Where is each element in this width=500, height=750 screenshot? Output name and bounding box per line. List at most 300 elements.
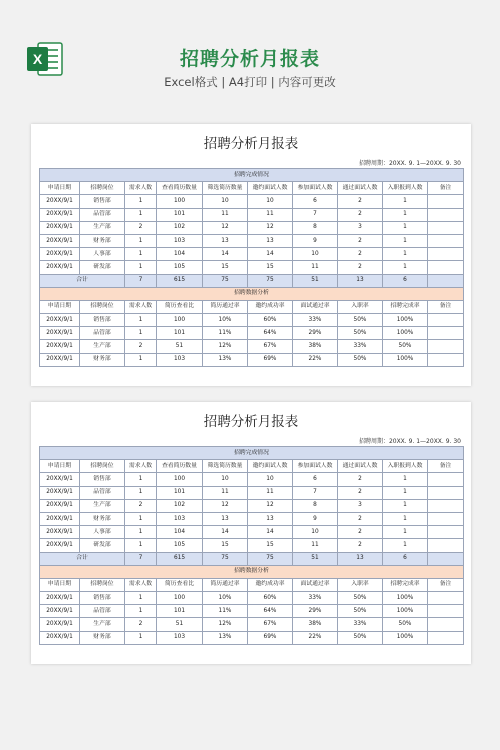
column-header: 备注 bbox=[428, 460, 464, 473]
table-cell: 生产部 bbox=[80, 221, 125, 234]
table-cell: 品管部 bbox=[80, 486, 125, 499]
column-header: 申请日期 bbox=[40, 300, 80, 313]
column-header: 邀约成功率 bbox=[248, 300, 293, 313]
total-cell: 51 bbox=[293, 552, 338, 565]
column-header: 招聘岗位 bbox=[80, 460, 125, 473]
table-cell: 20XX/9/1 bbox=[40, 221, 80, 234]
column-header: 招聘完成率 bbox=[383, 300, 428, 313]
table-cell: 12 bbox=[248, 499, 293, 512]
table-cell: 105 bbox=[157, 261, 203, 274]
table-cell: 33% bbox=[293, 314, 338, 327]
column-header: 需求人数 bbox=[125, 460, 157, 473]
table-cell bbox=[428, 234, 464, 247]
table-cell: 29% bbox=[293, 605, 338, 618]
table-cell: 1 bbox=[125, 208, 157, 221]
table-cell: 69% bbox=[248, 631, 293, 644]
column-header: 申请日期 bbox=[40, 578, 80, 591]
section-header-completion bbox=[40, 447, 464, 460]
table-cell: 13% bbox=[203, 631, 248, 644]
table-cell: 13% bbox=[203, 353, 248, 366]
table-cell: 64% bbox=[248, 605, 293, 618]
column-header: 备注 bbox=[428, 300, 464, 313]
table-cell bbox=[428, 605, 464, 618]
total-cell: 6 bbox=[383, 274, 428, 287]
table-cell bbox=[428, 486, 464, 499]
table-cell: 10 bbox=[293, 526, 338, 539]
column-header: 招聘岗位 bbox=[80, 300, 125, 313]
excel-icon-letter: X bbox=[32, 51, 43, 67]
table-cell: 100 bbox=[157, 195, 203, 208]
table-cell: 20XX/9/1 bbox=[40, 208, 80, 221]
table-cell: 10 bbox=[203, 195, 248, 208]
table-cell bbox=[428, 353, 464, 366]
table-cell: 2 bbox=[338, 234, 383, 247]
table-cell: 1 bbox=[383, 526, 428, 539]
table-cell: 20XX/9/1 bbox=[40, 631, 80, 644]
table-cell: 10% bbox=[203, 314, 248, 327]
column-header: 简历通过率 bbox=[203, 578, 248, 591]
column-header: 申请日期 bbox=[40, 460, 80, 473]
table-cell: 104 bbox=[157, 248, 203, 261]
table-cell: 1 bbox=[383, 539, 428, 552]
column-header: 申请日期 bbox=[40, 182, 80, 195]
sheet-title: 招聘分析月报表 bbox=[203, 136, 299, 152]
table-cell: 102 bbox=[157, 499, 203, 512]
column-header: 招聘完成率 bbox=[383, 578, 428, 591]
column-header: 简历查看比 bbox=[157, 578, 203, 591]
table-cell bbox=[428, 631, 464, 644]
table-cell: 20XX/9/1 bbox=[40, 526, 80, 539]
total-cell: 7 bbox=[125, 552, 157, 565]
table-cell: 15 bbox=[248, 539, 293, 552]
section-header-analysis bbox=[40, 565, 464, 578]
table-cell: 研发部 bbox=[80, 261, 125, 274]
total-cell: 13 bbox=[338, 274, 383, 287]
table-row bbox=[40, 221, 464, 234]
table-cell: 20XX/9/1 bbox=[40, 340, 80, 353]
table-cell: 2 bbox=[125, 499, 157, 512]
table-cell: 研发部 bbox=[80, 539, 125, 552]
column-header: 邀约成功率 bbox=[248, 578, 293, 591]
table-cell: 50% bbox=[338, 605, 383, 618]
table-cell: 33% bbox=[293, 592, 338, 605]
table-cell: 1 bbox=[383, 248, 428, 261]
table-cell: 33% bbox=[338, 340, 383, 353]
table-cell: 103 bbox=[157, 353, 203, 366]
table-cell: 103 bbox=[157, 234, 203, 247]
table-cell: 67% bbox=[248, 340, 293, 353]
total-cell: 75 bbox=[248, 552, 293, 565]
table-cell bbox=[428, 592, 464, 605]
table-cell: 69% bbox=[248, 353, 293, 366]
column-header: 通过面试人数 bbox=[338, 460, 383, 473]
table-header-row bbox=[40, 182, 464, 195]
table-cell: 1 bbox=[125, 631, 157, 644]
column-header: 邀约面试人数 bbox=[248, 182, 293, 195]
column-header: 备注 bbox=[428, 578, 464, 591]
table-row bbox=[40, 631, 464, 644]
table-cell: 1 bbox=[125, 526, 157, 539]
section-title: 招聘完成情况 bbox=[40, 447, 464, 460]
table-cell bbox=[428, 314, 464, 327]
table-row bbox=[40, 486, 464, 499]
table-cell: 销售部 bbox=[80, 195, 125, 208]
column-header: 入职率 bbox=[338, 300, 383, 313]
table-cell: 3 bbox=[338, 221, 383, 234]
report-sheet bbox=[31, 402, 471, 664]
table-cell: 13 bbox=[203, 234, 248, 247]
table-cell: 1 bbox=[125, 353, 157, 366]
total-row bbox=[40, 552, 464, 565]
table-cell: 20XX/9/1 bbox=[40, 248, 80, 261]
page-title: 招聘分析月报表 bbox=[179, 48, 320, 70]
table-cell: 1 bbox=[383, 208, 428, 221]
table-cell bbox=[428, 618, 464, 631]
total-cell: 51 bbox=[293, 274, 338, 287]
table-cell: 10 bbox=[248, 195, 293, 208]
column-header: 入职率 bbox=[338, 578, 383, 591]
table-cell: 1 bbox=[383, 512, 428, 525]
table-cell bbox=[428, 499, 464, 512]
table-cell: 64% bbox=[248, 327, 293, 340]
table-cell bbox=[428, 327, 464, 340]
table-cell: 103 bbox=[157, 631, 203, 644]
table-cell: 3 bbox=[338, 499, 383, 512]
table-cell: 100 bbox=[157, 314, 203, 327]
table-cell: 2 bbox=[125, 221, 157, 234]
recruitment-period: 招聘周期：20XX. 9. 1—20XX. 9. 30 bbox=[358, 438, 461, 445]
column-header: 需求人数 bbox=[125, 300, 157, 313]
table-cell: 销售部 bbox=[80, 592, 125, 605]
table-cell: 1 bbox=[125, 512, 157, 525]
table-cell: 1 bbox=[383, 261, 428, 274]
table-cell: 2 bbox=[338, 526, 383, 539]
column-header: 招聘岗位 bbox=[80, 182, 125, 195]
table-row bbox=[40, 208, 464, 221]
table-cell: 20XX/9/1 bbox=[40, 618, 80, 631]
total-label: 合计 bbox=[40, 274, 125, 287]
table-cell: 财务部 bbox=[80, 234, 125, 247]
table-cell: 13 bbox=[248, 512, 293, 525]
column-header: 参加面试人数 bbox=[293, 460, 338, 473]
total-label: 合计 bbox=[40, 552, 125, 565]
table-cell: 38% bbox=[293, 340, 338, 353]
column-header: 招聘岗位 bbox=[80, 578, 125, 591]
total-cell: 6 bbox=[383, 552, 428, 565]
table-cell: 11% bbox=[203, 327, 248, 340]
table-cell: 11 bbox=[293, 261, 338, 274]
table-cell: 2 bbox=[338, 512, 383, 525]
column-header: 查看简历数量 bbox=[157, 460, 203, 473]
table-cell: 100% bbox=[383, 592, 428, 605]
table-cell: 101 bbox=[157, 486, 203, 499]
table-cell: 生产部 bbox=[80, 618, 125, 631]
column-header: 备注 bbox=[428, 182, 464, 195]
table-cell: 销售部 bbox=[80, 473, 125, 486]
table-cell: 2 bbox=[338, 539, 383, 552]
table-row bbox=[40, 234, 464, 247]
table-row bbox=[40, 512, 464, 525]
table-cell: 生产部 bbox=[80, 340, 125, 353]
table-cell: 1 bbox=[383, 499, 428, 512]
table-cell: 12 bbox=[203, 221, 248, 234]
column-header: 筛选简历数量 bbox=[203, 460, 248, 473]
table-cell: 20XX/9/1 bbox=[40, 353, 80, 366]
table-cell: 12 bbox=[203, 499, 248, 512]
table-cell: 品管部 bbox=[80, 208, 125, 221]
total-cell: 75 bbox=[203, 552, 248, 565]
recruitment-period: 招聘周期：20XX. 9. 1—20XX. 9. 30 bbox=[358, 160, 461, 167]
total-cell: 13 bbox=[338, 552, 383, 565]
table-cell: 11 bbox=[203, 208, 248, 221]
sheet-title: 招聘分析月报表 bbox=[203, 414, 299, 430]
table-cell: 10 bbox=[293, 248, 338, 261]
table-cell: 1 bbox=[125, 314, 157, 327]
table-row bbox=[40, 592, 464, 605]
table-cell: 1 bbox=[125, 539, 157, 552]
table-cell: 11 bbox=[293, 539, 338, 552]
table-cell bbox=[428, 526, 464, 539]
table-cell: 50% bbox=[338, 353, 383, 366]
table-cell: 29% bbox=[293, 327, 338, 340]
table-cell: 51 bbox=[157, 340, 203, 353]
table-cell: 1 bbox=[125, 605, 157, 618]
table-cell: 14 bbox=[203, 526, 248, 539]
section-title: 招聘数据分析 bbox=[40, 287, 464, 300]
table-cell: 财务部 bbox=[80, 631, 125, 644]
table-cell: 100 bbox=[157, 592, 203, 605]
total-cell: 75 bbox=[248, 274, 293, 287]
table-cell: 1 bbox=[383, 234, 428, 247]
table-cell: 13 bbox=[248, 234, 293, 247]
table-header-row bbox=[40, 578, 464, 591]
table-cell: 104 bbox=[157, 526, 203, 539]
table-cell: 15 bbox=[248, 261, 293, 274]
table-header-row bbox=[40, 300, 464, 313]
table-row bbox=[40, 340, 464, 353]
table-cell: 1 bbox=[125, 486, 157, 499]
table-cell: 1 bbox=[383, 221, 428, 234]
section-header-completion bbox=[40, 169, 464, 182]
table-cell: 2 bbox=[338, 486, 383, 499]
table-cell: 人事部 bbox=[80, 248, 125, 261]
report-sheet bbox=[31, 124, 471, 386]
total-cell: 7 bbox=[125, 274, 157, 287]
table-cell: 14 bbox=[248, 248, 293, 261]
column-header: 参加面试人数 bbox=[293, 182, 338, 195]
table-cell: 15 bbox=[203, 539, 248, 552]
table-cell: 2 bbox=[338, 208, 383, 221]
table-cell: 11% bbox=[203, 605, 248, 618]
table-cell: 105 bbox=[157, 539, 203, 552]
total-row bbox=[40, 274, 464, 287]
table-cell: 10 bbox=[203, 473, 248, 486]
column-header: 入职报到人数 bbox=[383, 460, 428, 473]
table-cell: 20XX/9/1 bbox=[40, 512, 80, 525]
table-cell bbox=[428, 340, 464, 353]
table-cell: 22% bbox=[293, 353, 338, 366]
table-cell: 1 bbox=[383, 486, 428, 499]
section-header-analysis bbox=[40, 287, 464, 300]
table-cell: 11 bbox=[203, 486, 248, 499]
table-cell bbox=[428, 261, 464, 274]
report-table bbox=[39, 446, 464, 645]
table-cell: 20XX/9/1 bbox=[40, 592, 80, 605]
column-header: 通过面试人数 bbox=[338, 182, 383, 195]
table-cell: 1 bbox=[383, 473, 428, 486]
table-cell: 20XX/9/1 bbox=[40, 499, 80, 512]
table-cell: 2 bbox=[338, 248, 383, 261]
table-cell: 1 bbox=[125, 234, 157, 247]
total-cell bbox=[428, 274, 464, 287]
table-cell: 15 bbox=[203, 261, 248, 274]
table-cell: 100% bbox=[383, 631, 428, 644]
table-cell: 销售部 bbox=[80, 314, 125, 327]
page-header bbox=[0, 0, 500, 112]
table-cell bbox=[428, 221, 464, 234]
column-header: 邀约面试人数 bbox=[248, 460, 293, 473]
table-row bbox=[40, 314, 464, 327]
table-cell: 11 bbox=[248, 208, 293, 221]
column-header: 入职报到人数 bbox=[383, 182, 428, 195]
table-cell: 1 bbox=[125, 248, 157, 261]
table-cell: 7 bbox=[293, 486, 338, 499]
table-cell: 20XX/9/1 bbox=[40, 314, 80, 327]
table-cell: 101 bbox=[157, 208, 203, 221]
table-cell: 103 bbox=[157, 512, 203, 525]
table-cell: 50% bbox=[338, 314, 383, 327]
table-cell: 100% bbox=[383, 327, 428, 340]
table-row bbox=[40, 499, 464, 512]
table-row bbox=[40, 526, 464, 539]
table-cell: 14 bbox=[248, 526, 293, 539]
table-cell: 20XX/9/1 bbox=[40, 195, 80, 208]
table-cell: 6 bbox=[293, 473, 338, 486]
column-header: 面试通过率 bbox=[293, 578, 338, 591]
table-row bbox=[40, 195, 464, 208]
table-cell: 20XX/9/1 bbox=[40, 234, 80, 247]
table-cell bbox=[428, 195, 464, 208]
table-cell: 100% bbox=[383, 353, 428, 366]
table-cell: 101 bbox=[157, 605, 203, 618]
table-cell: 20XX/9/1 bbox=[40, 261, 80, 274]
table-cell: 100% bbox=[383, 314, 428, 327]
table-cell bbox=[428, 512, 464, 525]
table-cell: 12% bbox=[203, 340, 248, 353]
table-cell: 9 bbox=[293, 234, 338, 247]
table-cell: 财务部 bbox=[80, 353, 125, 366]
table-row bbox=[40, 605, 464, 618]
table-cell: 品管部 bbox=[80, 605, 125, 618]
section-title: 招聘完成情况 bbox=[40, 169, 464, 182]
table-cell bbox=[428, 539, 464, 552]
table-cell: 10 bbox=[248, 473, 293, 486]
table-cell: 60% bbox=[248, 592, 293, 605]
table-header-row bbox=[40, 460, 464, 473]
table-cell: 6 bbox=[293, 195, 338, 208]
table-cell: 11 bbox=[248, 486, 293, 499]
table-cell: 1 bbox=[125, 261, 157, 274]
table-cell: 60% bbox=[248, 314, 293, 327]
table-cell: 1 bbox=[125, 592, 157, 605]
table-row bbox=[40, 353, 464, 366]
table-cell: 101 bbox=[157, 327, 203, 340]
table-row bbox=[40, 539, 464, 552]
table-cell: 2 bbox=[125, 340, 157, 353]
table-cell: 20XX/9/1 bbox=[40, 539, 80, 552]
table-cell: 1 bbox=[125, 327, 157, 340]
table-cell: 20XX/9/1 bbox=[40, 605, 80, 618]
table-cell: 2 bbox=[125, 618, 157, 631]
column-header: 简历查看比 bbox=[157, 300, 203, 313]
column-header: 需求人数 bbox=[125, 182, 157, 195]
table-row bbox=[40, 473, 464, 486]
table-cell: 13 bbox=[203, 512, 248, 525]
table-cell bbox=[428, 473, 464, 486]
table-cell: 20XX/9/1 bbox=[40, 327, 80, 340]
column-header: 需求人数 bbox=[125, 578, 157, 591]
total-cell bbox=[428, 552, 464, 565]
table-cell: 1 bbox=[125, 473, 157, 486]
table-row bbox=[40, 327, 464, 340]
table-row bbox=[40, 618, 464, 631]
table-cell: 2 bbox=[338, 195, 383, 208]
table-cell: 22% bbox=[293, 631, 338, 644]
table-cell: 50% bbox=[383, 340, 428, 353]
table-cell: 8 bbox=[293, 221, 338, 234]
section-title: 招聘数据分析 bbox=[40, 565, 464, 578]
table-cell: 20XX/9/1 bbox=[40, 486, 80, 499]
column-header: 面试通过率 bbox=[293, 300, 338, 313]
table-cell: 品管部 bbox=[80, 327, 125, 340]
table-cell: 100 bbox=[157, 473, 203, 486]
table-cell: 50% bbox=[338, 327, 383, 340]
table-cell: 14 bbox=[203, 248, 248, 261]
table-cell: 10% bbox=[203, 592, 248, 605]
table-cell: 2 bbox=[338, 261, 383, 274]
table-cell: 33% bbox=[338, 618, 383, 631]
total-cell: 615 bbox=[157, 274, 203, 287]
table-cell: 50% bbox=[338, 592, 383, 605]
table-cell: 8 bbox=[293, 499, 338, 512]
table-cell: 20XX/9/1 bbox=[40, 473, 80, 486]
table-row bbox=[40, 248, 464, 261]
report-table bbox=[39, 168, 464, 367]
table-cell: 9 bbox=[293, 512, 338, 525]
table-cell: 财务部 bbox=[80, 512, 125, 525]
table-cell: 51 bbox=[157, 618, 203, 631]
page-subtitle: Excel格式 | A4打印 | 内容可更改 bbox=[164, 75, 336, 89]
table-cell: 50% bbox=[383, 618, 428, 631]
table-cell: 102 bbox=[157, 221, 203, 234]
table-cell bbox=[428, 208, 464, 221]
table-cell: 12 bbox=[248, 221, 293, 234]
total-cell: 75 bbox=[203, 274, 248, 287]
table-cell bbox=[428, 248, 464, 261]
column-header: 简历通过率 bbox=[203, 300, 248, 313]
table-cell: 12% bbox=[203, 618, 248, 631]
total-cell: 615 bbox=[157, 552, 203, 565]
table-cell: 人事部 bbox=[80, 526, 125, 539]
table-cell: 7 bbox=[293, 208, 338, 221]
table-cell: 1 bbox=[383, 195, 428, 208]
table-cell: 100% bbox=[383, 605, 428, 618]
table-cell: 1 bbox=[125, 195, 157, 208]
table-cell: 38% bbox=[293, 618, 338, 631]
table-cell: 2 bbox=[338, 473, 383, 486]
table-cell: 67% bbox=[248, 618, 293, 631]
table-row bbox=[40, 261, 464, 274]
